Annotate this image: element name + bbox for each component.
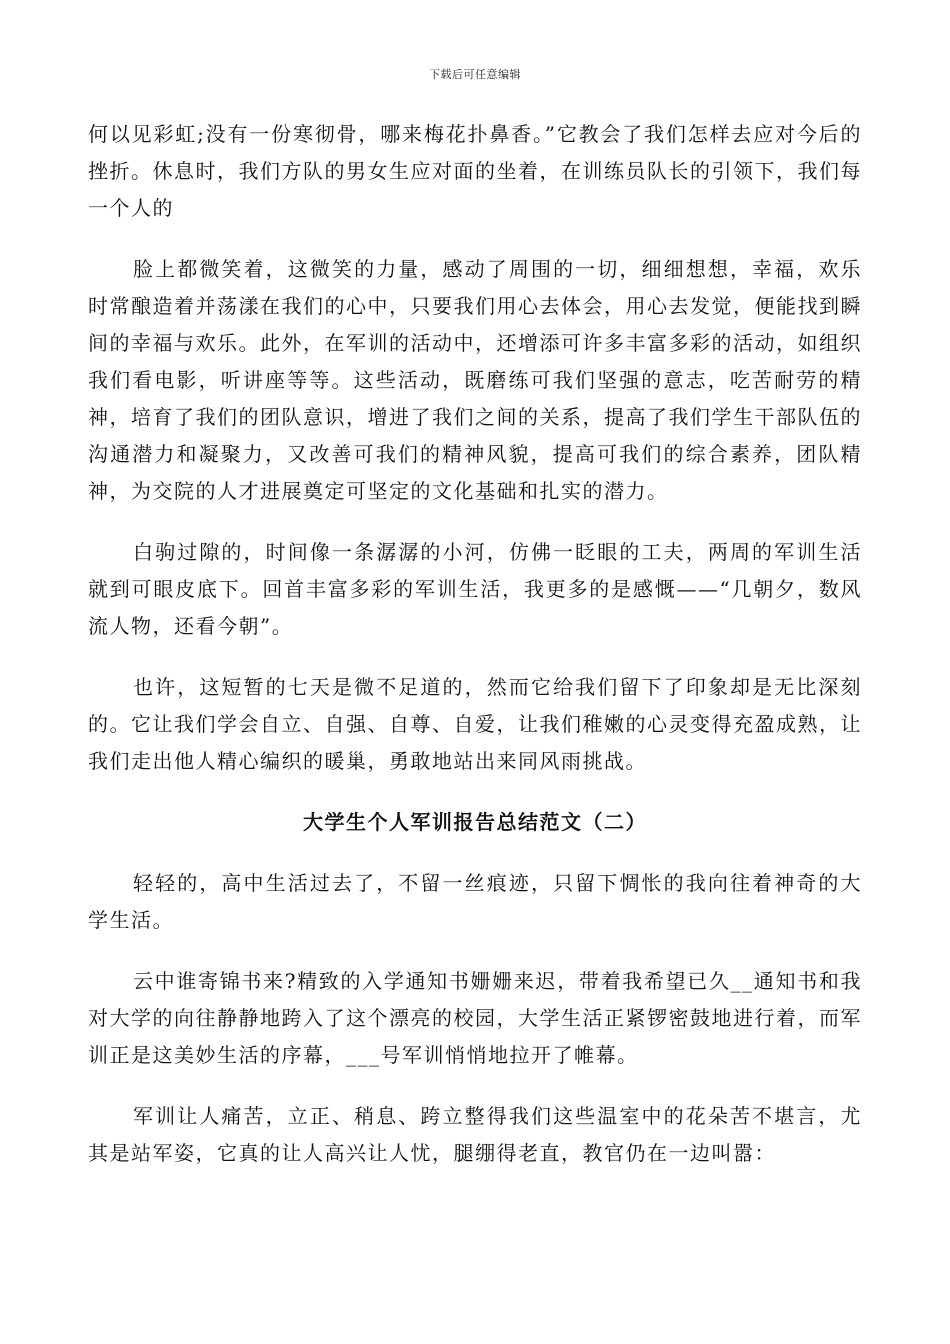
paragraph: 脸上都微笑着，这微笑的力量，感动了周围的一切，细细想想，幸福，欢乐时常酿造着并荡漾在我们的心中，只要我们用心去体会，用心去发觉，便能找到瞬间的幸福与欢乐。此外，在军训的活动中，还增添可许多丰富多彩的活动，如组织我们看电影，听讲座等等。这些活动，既磨练可我们坚强的意志，吃苦耐劳的精神，培育了我们的团队意识，增进了我们之间的关系，提高了我们学生干部队伍的沟通潜力和凝聚力，又改善可我们的精神风貌，提高可我们的综合素养，团队精神，为交院的人才进展奠定可坚定的文化基础和扎实的潜力。 <box>88 257 862 503</box>
document-body <box>88 116 862 1196</box>
header-note: 下载后可任意编辑 <box>429 68 521 81</box>
paragraph: 军训让人痛苦，立正、稍息、跨立整得我们这些温室中的花朵苦不堪言，尤其是站军姿，它真的让人高兴让人忧，腿绷得老直，教官仍在一边叫嚣： <box>88 1104 862 1165</box>
paragraph: 白驹过隙的，时间像一条潺潺的小河，仿佛一眨眼的工夫，两周的军训生活就到可眼皮底下。回首丰富多彩的军训生活，我更多的是感慨——“几朝夕，数风流人物，还看今朝”。 <box>88 540 862 638</box>
paragraph: 轻轻的，高中生活过去了，不留一丝痕迹，只留下惆怅的我向往着神奇的大学生活。 <box>88 871 862 932</box>
paragraph: 也许，这短暂的七天是微不足道的，然而它给我们留下了印象却是无比深刻的。它让我们学会自立、自强、自尊、自爱，让我们稚嫩的心灵变得充盈成熟，让我们走出他人精心编织的暖巢，勇敢地站出来同风雨挑战。 <box>88 675 862 773</box>
paragraph: 云中谁寄锦书来?精致的入学通知书姗姗来迟，带着我希望已久__通知书和我对大学的向往静静地跨入了这个漂亮的校园，大学生活正紧锣密鼓地进行着，而军训正是这美妙生活的序幕，___号军训悄悄地拉开了帷幕。 <box>88 969 862 1067</box>
paragraph: 何以见彩虹;没有一份寒彻骨，哪来梅花扑鼻香。”它教会了我们怎样去应对今后的挫折。休息时，我们方队的男女生应对面的坐着，在训练员队长的引领下，我们每一个人的 <box>88 122 862 220</box>
section-title: 大学生个人军训报告总结范文（二） <box>303 810 647 834</box>
